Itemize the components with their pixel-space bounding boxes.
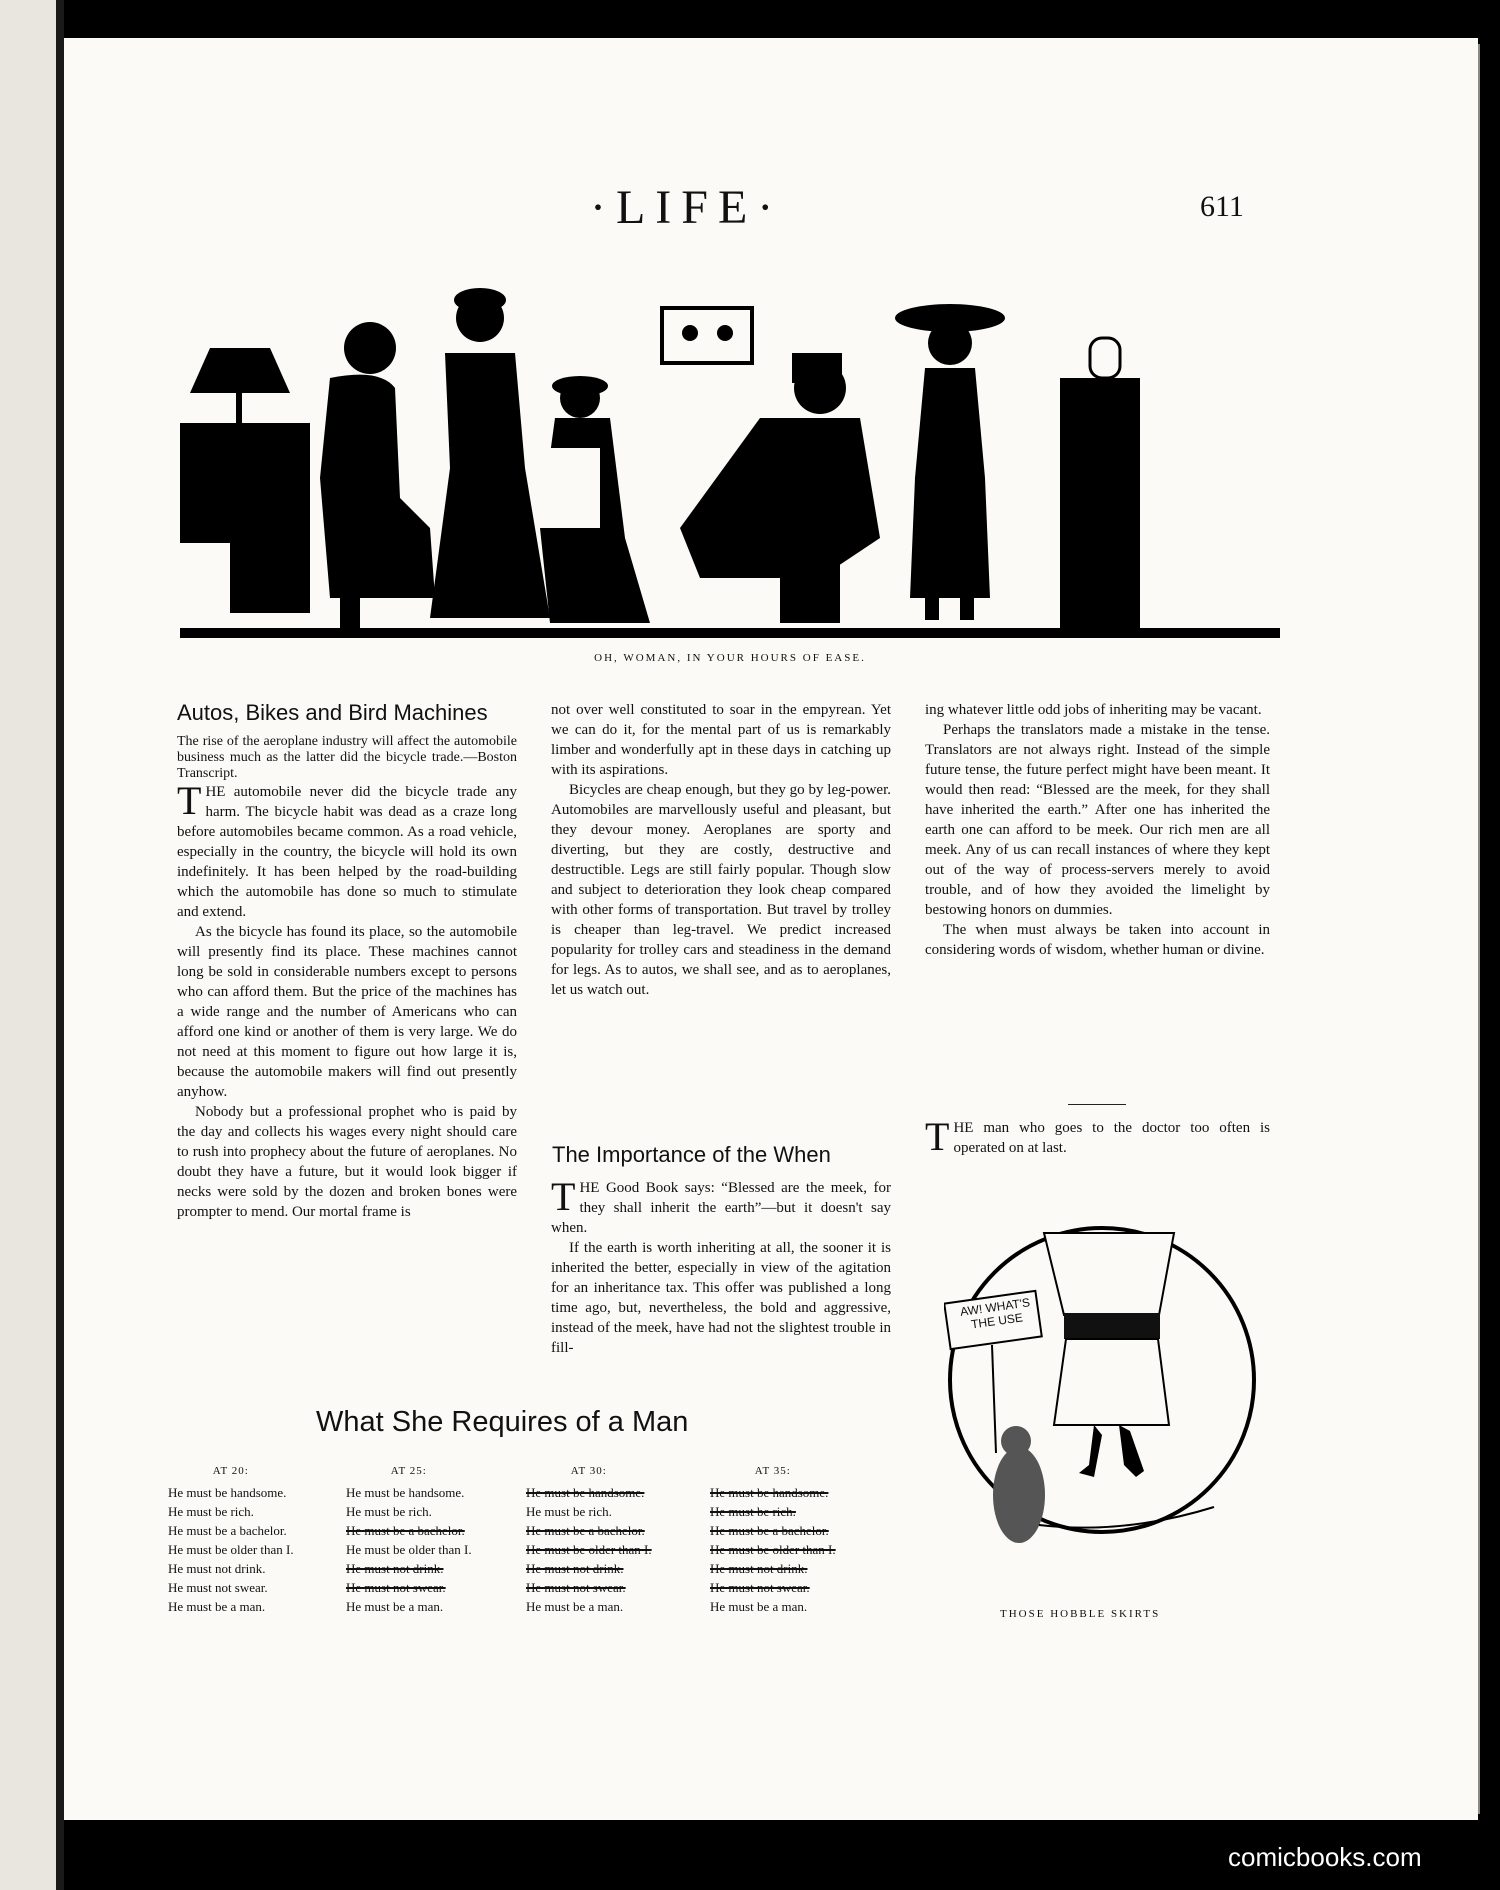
requirements-column bbox=[710, 1462, 836, 1616]
requirement-line: He must be rich. bbox=[168, 1504, 254, 1519]
article1-column-1 bbox=[177, 734, 517, 1222]
watermark: comicbooks.com bbox=[1228, 1842, 1422, 1872]
article1-title: Autos, Bikes and Bird Machines bbox=[177, 700, 488, 725]
silhouette-illustration bbox=[180, 278, 1280, 640]
requirement-line-struck: He must be rich. bbox=[710, 1504, 796, 1519]
section-divider bbox=[1068, 1104, 1126, 1105]
article1-paragraph-1: HE automobile never did the bicycle trade any harm. The bicycle habit was dead as a craze long before automobiles became common. As a road vehicle, especially in the country, the bicycle will hold its own indefinitely. It has been helped by the road-building which the automobile has done so much to stimulate and extend. bbox=[177, 784, 517, 920]
requirement-line-struck: He must not swear. bbox=[526, 1580, 626, 1595]
hobble-skirt-cartoon bbox=[944, 1195, 1264, 1595]
quip-text: HE man who goes to the doctor too often is operated on at last. bbox=[953, 1120, 1270, 1156]
article1-paragraph-4: not over well constituted to soar in the empyrean. Yet we can do it, for the mental part of us is remarkably limber and wonderfully apt in these days in catching up with its aspirations. bbox=[551, 702, 891, 778]
requirement-line-struck: He must be a bachelor. bbox=[346, 1523, 465, 1538]
spine-shadow bbox=[56, 0, 64, 1890]
requirement-line: He must be older than I. bbox=[168, 1542, 294, 1557]
requirement-line-struck: He must not swear. bbox=[710, 1580, 810, 1595]
requirement-line-struck: He must be handsome. bbox=[526, 1485, 645, 1500]
article2-paragraph-3: ing whatever little odd jobs of inheriting may be vacant. bbox=[925, 702, 1262, 718]
article2-paragraph-2: If the earth is worth inheriting at all, the sooner it is inherited the better, especially in view of the agitation for an inheritance tax. This offer was published a long time ago, but, nevertheless, the bold and aggressive, instead of the meek, have had not the slightest trouble in fill- bbox=[551, 1240, 891, 1356]
article1-kicker: The rise of the aeroplane industry will affect the automobile business much as the latter did the bicycle trade.—Boston Transcript. bbox=[177, 734, 517, 781]
requirement-line: He must be handsome. bbox=[168, 1485, 287, 1500]
requirement-line-struck: He must not drink. bbox=[710, 1561, 808, 1576]
requirement-line: He must be a man. bbox=[526, 1599, 624, 1614]
article1-column-2 bbox=[551, 700, 891, 1000]
requirement-line-struck: He must be a bachelor. bbox=[526, 1523, 645, 1538]
cartoon-speech-sign: AW! WHAT'S THE USE bbox=[959, 1295, 1031, 1332]
column-heading: AT 35: bbox=[754, 1465, 791, 1477]
column-heading: AT 25: bbox=[390, 1465, 427, 1477]
article2-dropcap: T bbox=[551, 1174, 576, 1219]
requirements-column bbox=[168, 1462, 294, 1616]
column-heading: AT 20: bbox=[212, 1465, 249, 1477]
requirement-line-struck: He must not drink. bbox=[346, 1561, 444, 1576]
requirements-column bbox=[526, 1462, 652, 1616]
requirement-line: He must be older than I. bbox=[346, 1542, 472, 1557]
requirement-line-struck: He must be older than I. bbox=[710, 1542, 836, 1557]
article2-paragraph-5: The when must always be taken into account in considering words of wisdom, whether human or divine. bbox=[925, 922, 1270, 958]
article1-dropcap: T bbox=[177, 778, 202, 823]
article2-paragraph-4: Perhaps the translators made a mistake in the tense. Translators are not always right. Instead of the simple future tense, the future perfect might have been meant. It would then read: “Blessed are the meek, for they shall have inherited the earth.” After one has inherited the earth one can afford to be meek. Our rich men are all meek. Any of us can recall instances of where they kept out of the way of process-servers merely to avoid trouble, and of how they avoided the limelight by bestowing honors on dummies. bbox=[925, 722, 1270, 918]
requirement-line-struck: He must be older than I. bbox=[526, 1542, 652, 1557]
article1-paragraph-2: As the bicycle has found its place, so the automobile will presently find its place. These machines cannot long be sold in considerable numbers except to persons who can afford them. But the price of the machines has a wide range and the number of Americans who can afford one kind or another of them is very large. We do not need at this moment to figure out how large it is, because the automobile makers will find out presently anyhow. bbox=[177, 924, 517, 1100]
illustration-caption: OH, WOMAN, IN YOUR HOURS OF EASE. bbox=[594, 652, 866, 664]
goblet-icon bbox=[208, 453, 230, 473]
requirement-line-struck: He must be a bachelor. bbox=[710, 1523, 829, 1538]
masthead: ·LIFE· bbox=[590, 181, 784, 234]
article2-paragraph-1: HE Good Book says: “Blessed are the meek, for they shall inherit the earth”—but it doesn't say when. bbox=[551, 1180, 891, 1236]
requirement-line: He must be rich. bbox=[346, 1504, 432, 1519]
article1-paragraph-5: Bicycles are cheap enough, but they go by leg-power. Automobiles are marvellously useful and pleasant, but they devour money. Aeroplanes are sporty and diverting, but they are costly, destructive and destructible. Legs are still fairly popular. Though slow and subject to deterioration they look cheap compared with other forms of transportation. But travel by trolley is cheaper than leg-travel. We predict increased popularity for trolley cars and steadiness in the demand for legs. As to autos, we shall see, and as to aeroplanes, let us watch out. bbox=[551, 782, 891, 998]
requirement-line: He must be a man. bbox=[346, 1599, 444, 1614]
article2-column-1 bbox=[551, 1174, 891, 1358]
requirement-line: He must be handsome. bbox=[346, 1485, 465, 1500]
requirement-line: He must not drink. bbox=[168, 1561, 266, 1576]
requirement-line-struck: He must not drink. bbox=[526, 1561, 624, 1576]
page-number: 611 bbox=[1200, 190, 1244, 223]
column-heading: AT 30: bbox=[570, 1465, 607, 1477]
quip-dropcap: T bbox=[925, 1114, 950, 1159]
requirements-title: What She Requires of a Man bbox=[316, 1406, 689, 1438]
requirement-line: He must be a bachelor. bbox=[168, 1523, 287, 1538]
requirement-line: He must not swear. bbox=[168, 1580, 268, 1595]
article1-paragraph-3: Nobody but a professional prophet who is paid by the day and collects his wages every night should care to rush into prophecy about the future of aeroplanes. No doubt they have a future, but it would look bigger if necks were sold by the dozen and broken bones were prompter to mend. Our mortal frame is bbox=[177, 1104, 517, 1220]
quip bbox=[925, 1114, 1270, 1159]
requirements-column bbox=[346, 1462, 472, 1616]
requirement-line: He must be rich. bbox=[526, 1504, 612, 1519]
requirement-line: He must be a man. bbox=[710, 1599, 808, 1614]
requirement-line: He must be a man. bbox=[168, 1599, 266, 1614]
article2-title: The Importance of the When bbox=[552, 1142, 831, 1167]
cartoon-caption: THOSE HOBBLE SKIRTS bbox=[1000, 1608, 1161, 1620]
book-spine bbox=[0, 0, 60, 1890]
requirement-line-struck: He must be handsome. bbox=[710, 1485, 829, 1500]
article2-column-2 bbox=[925, 700, 1270, 960]
requirement-line-struck: He must not swear. bbox=[346, 1580, 446, 1595]
